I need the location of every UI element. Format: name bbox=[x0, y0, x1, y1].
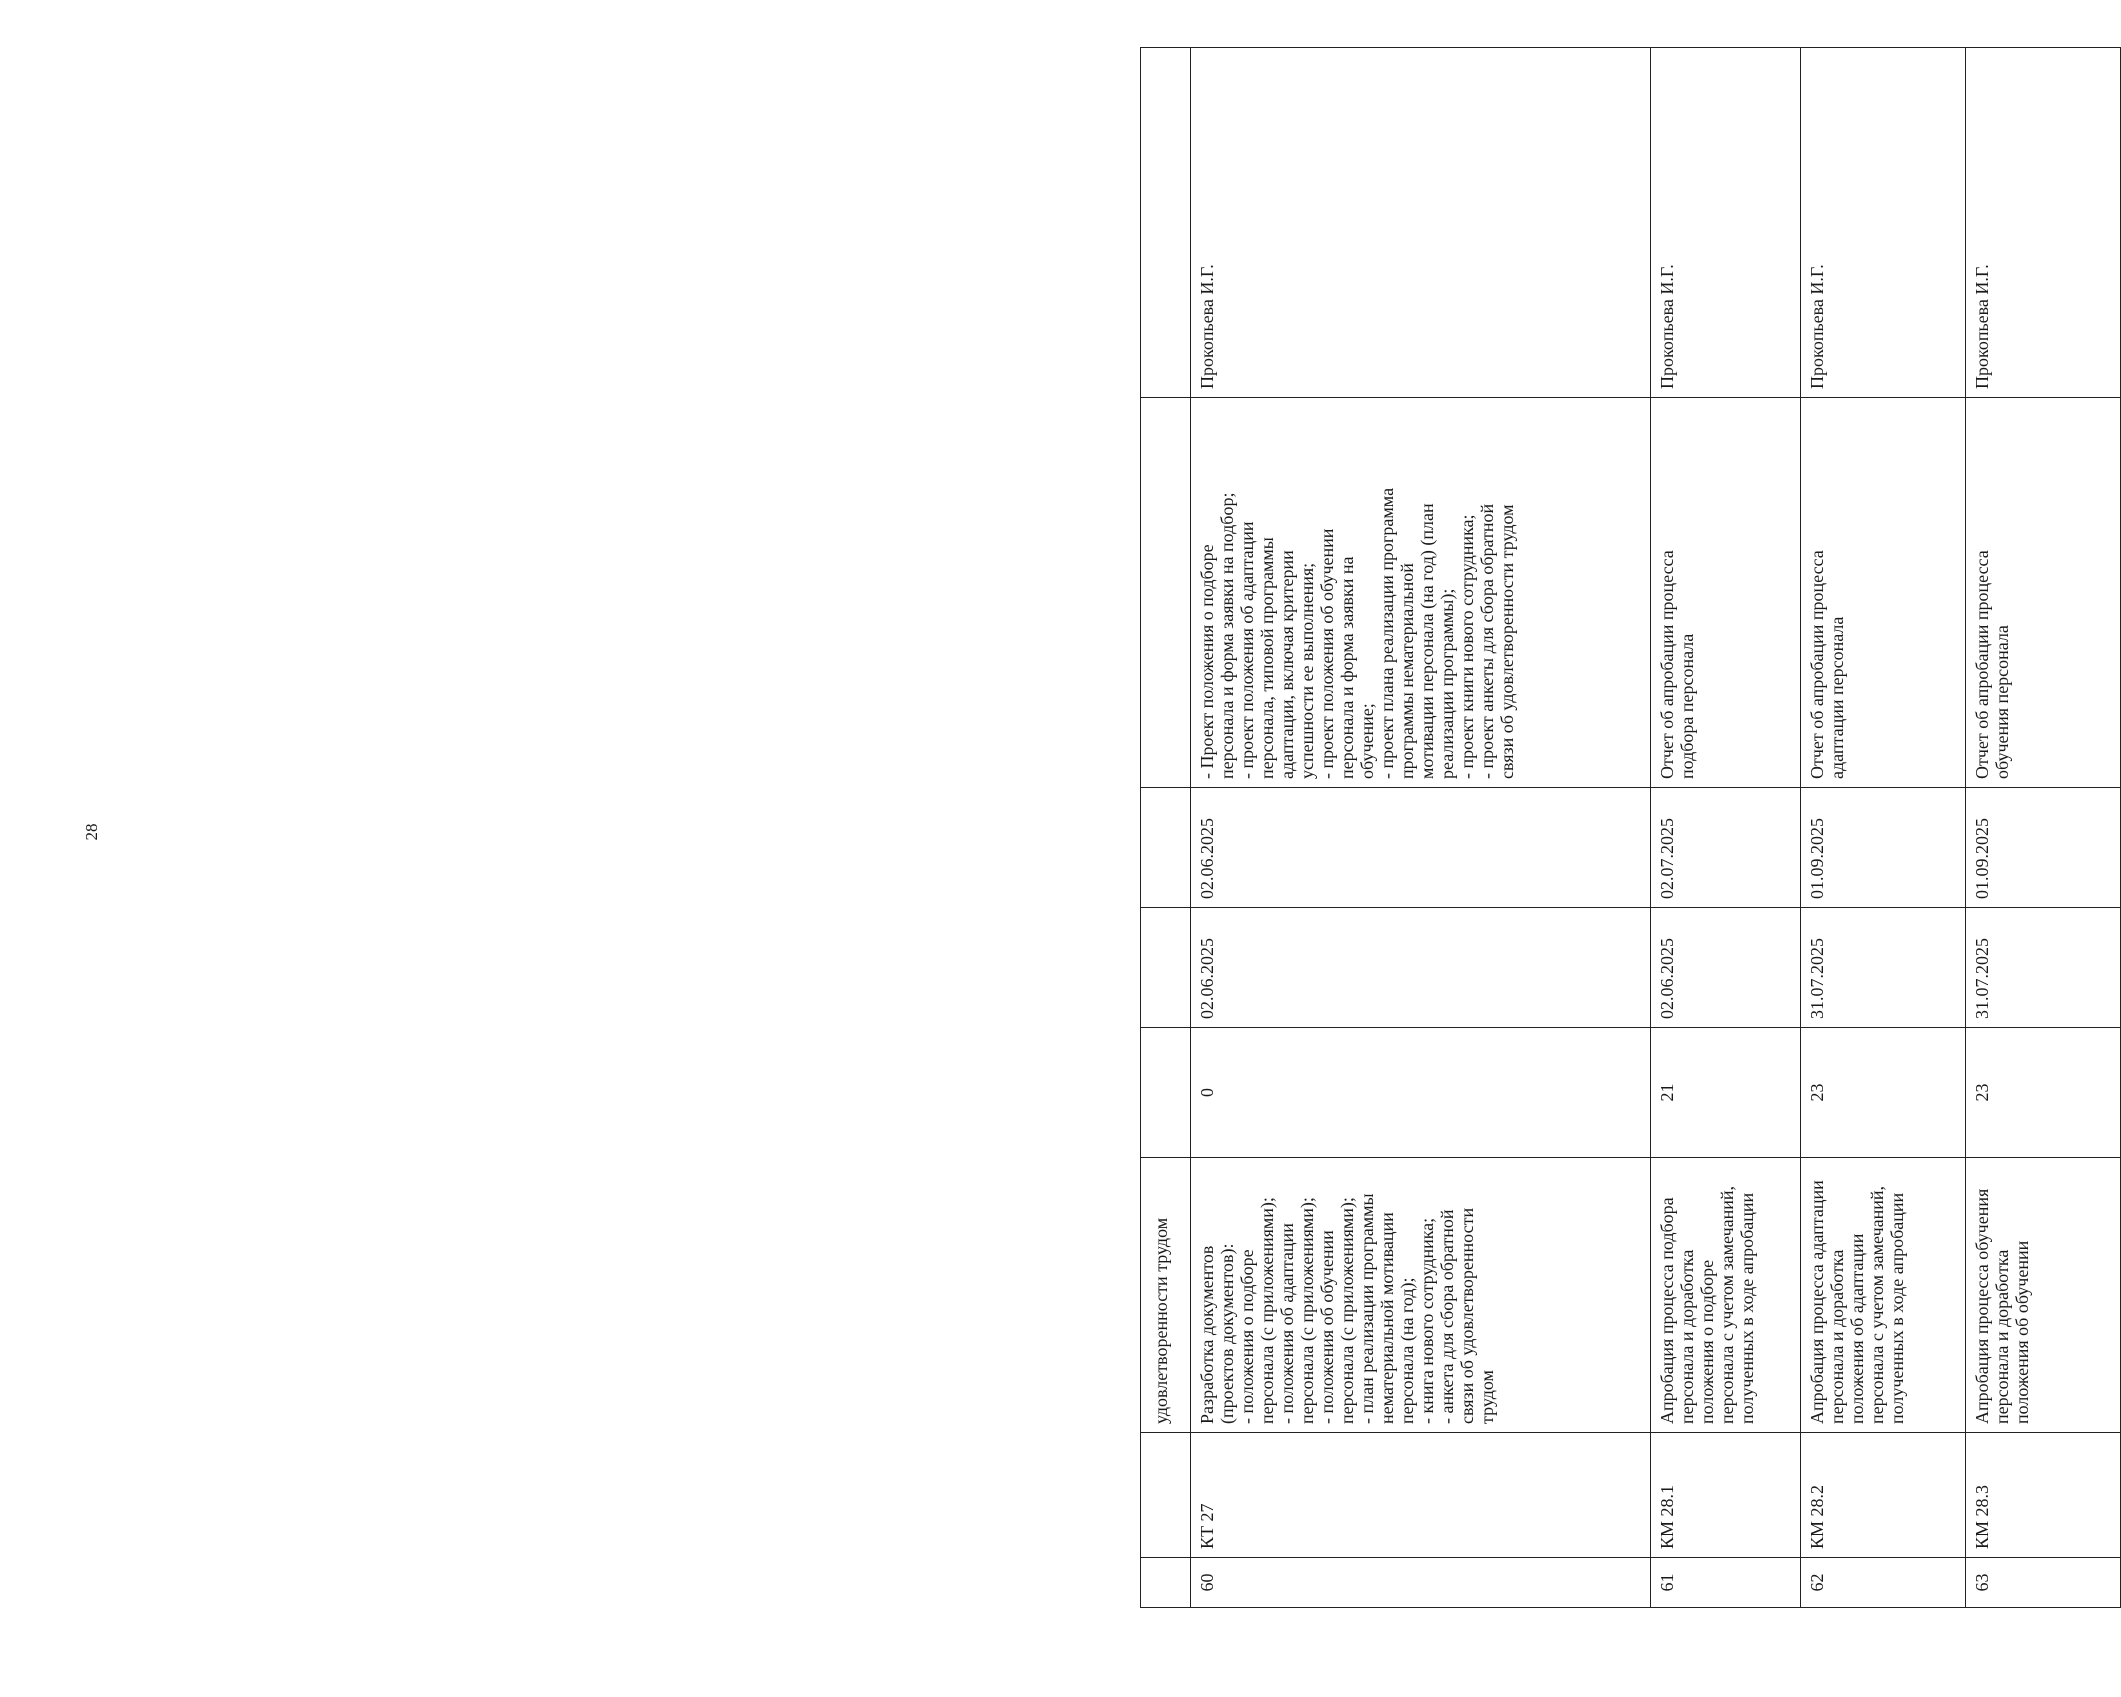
cell-duration bbox=[1141, 1028, 1191, 1158]
text-line: адаптации, включая критерии bbox=[1277, 550, 1297, 779]
cell-start bbox=[1141, 908, 1191, 1028]
text-line: - проект положения об адаптации bbox=[1237, 521, 1257, 779]
row-number: 60 bbox=[1191, 1558, 1651, 1608]
table-row bbox=[1191, 48, 1651, 1608]
text-line: нематериальной мотивации bbox=[1377, 1212, 1397, 1424]
row-duration: 23 bbox=[1801, 1028, 1966, 1158]
cell-code bbox=[1141, 1433, 1191, 1558]
text-line: обучение; bbox=[1357, 703, 1377, 779]
text-line: Разработка документов bbox=[1197, 1245, 1217, 1424]
text-line: персонала и форма заявки на подбор; bbox=[1217, 492, 1237, 779]
row-stage bbox=[1801, 1158, 1966, 1433]
text-line: положения о подборе bbox=[1697, 1259, 1717, 1424]
table-row bbox=[1966, 48, 2121, 1608]
row-result bbox=[1966, 398, 2121, 788]
text-line: - проект анкеты для сбора обратной bbox=[1477, 503, 1497, 779]
text-line: полученных в ходе апробации bbox=[1887, 1192, 1907, 1424]
row-code: КМ 28.2 bbox=[1801, 1433, 1966, 1558]
text-line: успешности ее выполнения; bbox=[1297, 562, 1317, 779]
row-number: 61 bbox=[1651, 1558, 1801, 1608]
text-line: Апробация процесса подбора bbox=[1657, 1197, 1677, 1424]
cell-result bbox=[1141, 398, 1191, 788]
text-line: Апробация процесса обучения bbox=[1972, 1188, 1992, 1424]
text-line: персонала и доработка bbox=[1677, 1249, 1697, 1424]
row-start-date: 02.06.2025 bbox=[1651, 908, 1801, 1028]
text-line: - проект книги нового сотрудника; bbox=[1457, 514, 1477, 779]
text-line: связи об удовлетворенности bbox=[1457, 1207, 1477, 1424]
text-line: реализации программы); bbox=[1437, 588, 1457, 779]
row-result bbox=[1801, 398, 1966, 788]
rotated-table-wrapper bbox=[1140, 48, 2120, 1608]
row-start-date: 31.07.2025 bbox=[1966, 908, 2121, 1028]
text-line: обучения персонала bbox=[1992, 625, 2012, 779]
text-line: персонала (с приложениями); bbox=[1297, 1197, 1317, 1424]
row-responsible: Прокопьева И.Г. bbox=[1651, 48, 1801, 398]
text-line: персонала и доработка bbox=[1827, 1249, 1847, 1424]
text-line: персонала с учетом замечаний, bbox=[1717, 1185, 1737, 1424]
row-responsible: Прокопьева И.Г. bbox=[1966, 48, 2121, 398]
row-end-date: 02.06.2025 bbox=[1191, 788, 1651, 908]
text-line: полученных в ходе апробации bbox=[1737, 1192, 1757, 1424]
text-line: (проектов документов): bbox=[1217, 1243, 1237, 1424]
text-line: - книга нового сотрудника; bbox=[1417, 1217, 1437, 1424]
row-code: КМ 28.3 bbox=[1966, 1433, 2121, 1558]
text-line: персонала, типовой программы bbox=[1257, 537, 1277, 779]
text-line: связи об удовлетворенности трудом bbox=[1497, 504, 1517, 779]
row-end-date: 01.09.2025 bbox=[1801, 788, 1966, 908]
text-line: положения об обучении bbox=[2012, 1240, 2032, 1424]
text-line: - положения о подборе bbox=[1237, 1249, 1257, 1424]
row-start-date: 31.07.2025 bbox=[1801, 908, 1966, 1028]
row-duration: 23 bbox=[1966, 1028, 2121, 1158]
text-line: персонала с учетом замечаний, bbox=[1867, 1185, 1887, 1424]
text-line: программы нематериальной bbox=[1397, 563, 1417, 779]
text-line: Отчет об апробации процесса bbox=[1657, 550, 1677, 779]
row-number: 63 bbox=[1966, 1558, 2121, 1608]
row-code: КТ 27 bbox=[1191, 1433, 1651, 1558]
text-line: мотивации персонала (на год) (план bbox=[1417, 503, 1437, 779]
text-line: положения об адаптации bbox=[1847, 1233, 1867, 1424]
row-responsible: Прокопьева И.Г. bbox=[1191, 48, 1651, 398]
row-result bbox=[1191, 398, 1651, 788]
text-line: Отчет об апробации процесса bbox=[1807, 550, 1827, 779]
text-line: подбора персонала bbox=[1677, 633, 1697, 779]
page-number: 28 bbox=[82, 823, 101, 841]
text-line: персонала (с приложениями); bbox=[1337, 1197, 1357, 1424]
text-line: - план реализации программы bbox=[1357, 1193, 1377, 1424]
row-number: 62 bbox=[1801, 1558, 1966, 1608]
row-stage bbox=[1651, 1158, 1801, 1433]
cell-responsible bbox=[1141, 48, 1191, 398]
row-responsible: Прокопьева И.Г. bbox=[1801, 48, 1966, 398]
text-line: адаптации персонала bbox=[1827, 616, 1847, 779]
row-result bbox=[1651, 398, 1801, 788]
text-line: - анкета для сбора обратной bbox=[1437, 1209, 1457, 1424]
text-line: - положения об адаптации bbox=[1277, 1223, 1297, 1424]
table-row bbox=[1651, 48, 1801, 1608]
continuation-row bbox=[1141, 48, 1191, 1608]
table-row bbox=[1801, 48, 1966, 1608]
cell-stage: удовлетворенности трудом bbox=[1141, 1158, 1191, 1433]
text-line: трудом bbox=[1477, 1370, 1497, 1424]
text-line: - проект плана реализации программа bbox=[1377, 487, 1397, 779]
cell-num bbox=[1141, 1558, 1191, 1608]
text-line: - положения об обучении bbox=[1317, 1230, 1337, 1424]
row-duration: 0 bbox=[1191, 1028, 1651, 1158]
cell-end bbox=[1141, 788, 1191, 908]
text-line: Апробация процесса адаптации bbox=[1807, 1180, 1827, 1424]
row-duration: 21 bbox=[1651, 1028, 1801, 1158]
row-stage bbox=[1966, 1158, 2121, 1433]
row-end-date: 02.07.2025 bbox=[1651, 788, 1801, 908]
text-line: персонала (на год); bbox=[1397, 1277, 1417, 1424]
schedule-table bbox=[1140, 47, 2121, 1608]
row-code: КМ 28.1 bbox=[1651, 1433, 1801, 1558]
text-line: персонала и доработка bbox=[1992, 1249, 2012, 1424]
text-line: Отчет об апробации процесса bbox=[1972, 550, 1992, 779]
text-line: - Проект положения о подборе bbox=[1197, 544, 1217, 779]
row-stage bbox=[1191, 1158, 1651, 1433]
row-start-date: 02.06.2025 bbox=[1191, 908, 1651, 1028]
text-line: - проект положения об обучении bbox=[1317, 528, 1337, 779]
text-line: персонала и форма заявки на bbox=[1337, 556, 1357, 779]
row-end-date: 01.09.2025 bbox=[1966, 788, 2121, 908]
text-line: персонала (с приложениями); bbox=[1257, 1197, 1277, 1424]
